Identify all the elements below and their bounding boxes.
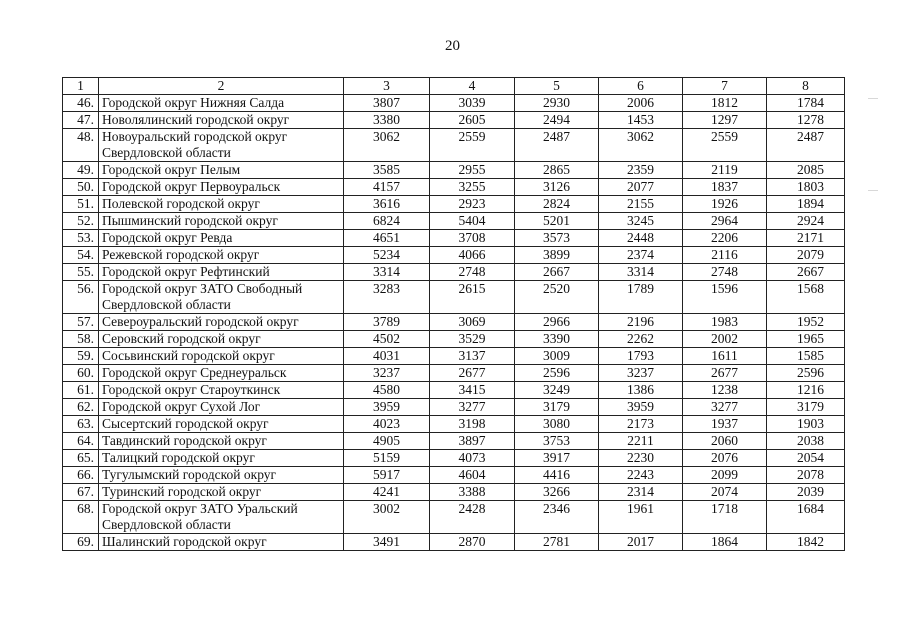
value-cell: 3062 bbox=[599, 129, 683, 162]
value-cell: 2074 bbox=[683, 484, 767, 501]
value-cell: 3069 bbox=[430, 314, 515, 331]
value-cell: 2930 bbox=[515, 95, 599, 112]
header-row bbox=[63, 78, 845, 95]
value-cell: 2099 bbox=[683, 467, 767, 484]
value-cell: 2596 bbox=[515, 365, 599, 382]
municipality-name: Туринский городской округ bbox=[99, 484, 344, 501]
value-cell: 3415 bbox=[430, 382, 515, 399]
value-cell: 2677 bbox=[430, 365, 515, 382]
row-number: 60. bbox=[63, 365, 99, 382]
value-cell: 4604 bbox=[430, 467, 515, 484]
municipality-name: Тавдинский городской округ bbox=[99, 433, 344, 450]
value-cell: 3266 bbox=[515, 484, 599, 501]
value-cell: 3314 bbox=[344, 264, 430, 281]
value-cell: 1937 bbox=[683, 416, 767, 433]
value-cell: 1453 bbox=[599, 112, 683, 129]
value-cell: 1278 bbox=[767, 112, 845, 129]
value-cell: 2346 bbox=[515, 501, 599, 534]
value-cell: 3237 bbox=[344, 365, 430, 382]
value-cell: 2748 bbox=[683, 264, 767, 281]
municipality-name: Тугулымский городской округ bbox=[99, 467, 344, 484]
municipality-name: Сосьвинский городской округ bbox=[99, 348, 344, 365]
value-cell: 6824 bbox=[344, 213, 430, 230]
value-cell: 3491 bbox=[344, 534, 430, 551]
value-cell: 3245 bbox=[599, 213, 683, 230]
value-cell: 3388 bbox=[430, 484, 515, 501]
value-cell: 1216 bbox=[767, 382, 845, 399]
value-cell: 2955 bbox=[430, 162, 515, 179]
row-number: 55. bbox=[63, 264, 99, 281]
value-cell: 2243 bbox=[599, 467, 683, 484]
value-cell: 2966 bbox=[515, 314, 599, 331]
table-row bbox=[63, 196, 845, 213]
column-header: 2 bbox=[99, 78, 344, 95]
value-cell: 4416 bbox=[515, 467, 599, 484]
value-cell: 3137 bbox=[430, 348, 515, 365]
value-cell: 2119 bbox=[683, 162, 767, 179]
value-cell: 1386 bbox=[599, 382, 683, 399]
row-number: 56. bbox=[63, 281, 99, 314]
value-cell: 2038 bbox=[767, 433, 845, 450]
table-row bbox=[63, 416, 845, 433]
value-cell: 1793 bbox=[599, 348, 683, 365]
row-number: 54. bbox=[63, 247, 99, 264]
value-cell: 2964 bbox=[683, 213, 767, 230]
value-cell: 4066 bbox=[430, 247, 515, 264]
value-cell: 1784 bbox=[767, 95, 845, 112]
value-cell: 3277 bbox=[683, 399, 767, 416]
value-cell: 3585 bbox=[344, 162, 430, 179]
row-number: 64. bbox=[63, 433, 99, 450]
column-header: 6 bbox=[599, 78, 683, 95]
value-cell: 1684 bbox=[767, 501, 845, 534]
value-cell: 4241 bbox=[344, 484, 430, 501]
table-row bbox=[63, 433, 845, 450]
value-cell: 1812 bbox=[683, 95, 767, 112]
municipality-name: Серовский городской округ bbox=[99, 331, 344, 348]
value-cell: 2196 bbox=[599, 314, 683, 331]
value-cell: 3009 bbox=[515, 348, 599, 365]
value-cell: 1926 bbox=[683, 196, 767, 213]
value-cell: 1596 bbox=[683, 281, 767, 314]
municipality-name: Североуральский городской округ bbox=[99, 314, 344, 331]
value-cell: 2448 bbox=[599, 230, 683, 247]
value-cell: 3899 bbox=[515, 247, 599, 264]
value-cell: 1842 bbox=[767, 534, 845, 551]
table-row bbox=[63, 501, 845, 534]
row-number: 62. bbox=[63, 399, 99, 416]
value-cell: 2494 bbox=[515, 112, 599, 129]
municipality-name: Городской округ Староуткинск bbox=[99, 382, 344, 399]
value-cell: 2078 bbox=[767, 467, 845, 484]
row-number: 61. bbox=[63, 382, 99, 399]
table-row bbox=[63, 399, 845, 416]
value-cell: 3179 bbox=[515, 399, 599, 416]
column-header: 4 bbox=[430, 78, 515, 95]
table-row bbox=[63, 162, 845, 179]
municipality-name: Пышминский городской округ bbox=[99, 213, 344, 230]
row-number: 52. bbox=[63, 213, 99, 230]
row-number: 58. bbox=[63, 331, 99, 348]
table-row bbox=[63, 365, 845, 382]
value-cell: 3283 bbox=[344, 281, 430, 314]
scan-mark bbox=[868, 98, 878, 99]
value-cell: 1297 bbox=[683, 112, 767, 129]
value-cell: 2605 bbox=[430, 112, 515, 129]
value-cell: 2171 bbox=[767, 230, 845, 247]
value-cell: 3789 bbox=[344, 314, 430, 331]
row-number: 65. bbox=[63, 450, 99, 467]
value-cell: 2076 bbox=[683, 450, 767, 467]
value-cell: 2924 bbox=[767, 213, 845, 230]
row-number: 49. bbox=[63, 162, 99, 179]
value-cell: 3249 bbox=[515, 382, 599, 399]
value-cell: 3080 bbox=[515, 416, 599, 433]
row-number: 57. bbox=[63, 314, 99, 331]
data-table bbox=[62, 77, 845, 551]
table-row bbox=[63, 348, 845, 365]
value-cell: 3380 bbox=[344, 112, 430, 129]
scan-mark bbox=[868, 190, 878, 191]
row-number: 48. bbox=[63, 129, 99, 162]
value-cell: 1894 bbox=[767, 196, 845, 213]
table-row bbox=[63, 484, 845, 501]
value-cell: 5917 bbox=[344, 467, 430, 484]
value-cell: 1837 bbox=[683, 179, 767, 196]
value-cell: 2428 bbox=[430, 501, 515, 534]
value-cell: 2314 bbox=[599, 484, 683, 501]
municipality-name: Режевской городской округ bbox=[99, 247, 344, 264]
value-cell: 5404 bbox=[430, 213, 515, 230]
value-cell: 3062 bbox=[344, 129, 430, 162]
value-cell: 1965 bbox=[767, 331, 845, 348]
value-cell: 2002 bbox=[683, 331, 767, 348]
municipality-name: Городской округ Ревда bbox=[99, 230, 344, 247]
value-cell: 2359 bbox=[599, 162, 683, 179]
table-row bbox=[63, 314, 845, 331]
value-cell: 2054 bbox=[767, 450, 845, 467]
municipality-name: Городской округ ЗАТО Уральский Свердловской области bbox=[99, 501, 344, 534]
value-cell: 2781 bbox=[515, 534, 599, 551]
table-row bbox=[63, 450, 845, 467]
value-cell: 4651 bbox=[344, 230, 430, 247]
value-cell: 3959 bbox=[599, 399, 683, 416]
table-body bbox=[63, 95, 845, 551]
value-cell: 2116 bbox=[683, 247, 767, 264]
column-header: 8 bbox=[767, 78, 845, 95]
value-cell: 2677 bbox=[683, 365, 767, 382]
value-cell: 3708 bbox=[430, 230, 515, 247]
municipality-name: Городской округ Пелым bbox=[99, 162, 344, 179]
row-number: 69. bbox=[63, 534, 99, 551]
value-cell: 1983 bbox=[683, 314, 767, 331]
table-row bbox=[63, 213, 845, 230]
value-cell: 1718 bbox=[683, 501, 767, 534]
value-cell: 2262 bbox=[599, 331, 683, 348]
value-cell: 3002 bbox=[344, 501, 430, 534]
value-cell: 2211 bbox=[599, 433, 683, 450]
value-cell: 2520 bbox=[515, 281, 599, 314]
value-cell: 3959 bbox=[344, 399, 430, 416]
value-cell: 2596 bbox=[767, 365, 845, 382]
row-number: 53. bbox=[63, 230, 99, 247]
row-number: 50. bbox=[63, 179, 99, 196]
value-cell: 2923 bbox=[430, 196, 515, 213]
value-cell: 3198 bbox=[430, 416, 515, 433]
municipality-name: Новолялинский городской округ bbox=[99, 112, 344, 129]
value-cell: 1238 bbox=[683, 382, 767, 399]
table-row bbox=[63, 382, 845, 399]
municipality-name: Городской округ Нижняя Салда bbox=[99, 95, 344, 112]
value-cell: 3126 bbox=[515, 179, 599, 196]
value-cell: 2487 bbox=[767, 129, 845, 162]
value-cell: 3039 bbox=[430, 95, 515, 112]
value-cell: 2870 bbox=[430, 534, 515, 551]
value-cell: 4905 bbox=[344, 433, 430, 450]
value-cell: 3807 bbox=[344, 95, 430, 112]
table-row bbox=[63, 281, 845, 314]
row-number: 67. bbox=[63, 484, 99, 501]
value-cell: 3237 bbox=[599, 365, 683, 382]
value-cell: 4031 bbox=[344, 348, 430, 365]
value-cell: 2173 bbox=[599, 416, 683, 433]
value-cell: 5201 bbox=[515, 213, 599, 230]
value-cell: 3255 bbox=[430, 179, 515, 196]
municipality-name: Полевской городской округ bbox=[99, 196, 344, 213]
value-cell: 3314 bbox=[599, 264, 683, 281]
table-row bbox=[63, 467, 845, 484]
value-cell: 4580 bbox=[344, 382, 430, 399]
value-cell: 2865 bbox=[515, 162, 599, 179]
municipality-name: Городской округ Сухой Лог bbox=[99, 399, 344, 416]
value-cell: 3917 bbox=[515, 450, 599, 467]
value-cell: 1952 bbox=[767, 314, 845, 331]
value-cell: 1961 bbox=[599, 501, 683, 534]
municipality-name: Городской округ Рефтинский bbox=[99, 264, 344, 281]
value-cell: 2206 bbox=[683, 230, 767, 247]
value-cell: 1789 bbox=[599, 281, 683, 314]
value-cell: 1611 bbox=[683, 348, 767, 365]
row-number: 68. bbox=[63, 501, 99, 534]
column-header: 5 bbox=[515, 78, 599, 95]
value-cell: 2667 bbox=[767, 264, 845, 281]
value-cell: 1585 bbox=[767, 348, 845, 365]
table-row bbox=[63, 331, 845, 348]
value-cell: 4073 bbox=[430, 450, 515, 467]
value-cell: 1864 bbox=[683, 534, 767, 551]
value-cell: 2559 bbox=[683, 129, 767, 162]
value-cell: 2039 bbox=[767, 484, 845, 501]
value-cell: 2824 bbox=[515, 196, 599, 213]
value-cell: 2085 bbox=[767, 162, 845, 179]
value-cell: 4502 bbox=[344, 331, 430, 348]
value-cell: 2155 bbox=[599, 196, 683, 213]
table-row bbox=[63, 129, 845, 162]
value-cell: 2748 bbox=[430, 264, 515, 281]
municipality-name: Талицкий городской округ bbox=[99, 450, 344, 467]
municipality-name: Городской округ Среднеуральск bbox=[99, 365, 344, 382]
municipality-name: Шалинский городской округ bbox=[99, 534, 344, 551]
value-cell: 3179 bbox=[767, 399, 845, 416]
value-cell: 2060 bbox=[683, 433, 767, 450]
value-cell: 5159 bbox=[344, 450, 430, 467]
row-number: 66. bbox=[63, 467, 99, 484]
value-cell: 2667 bbox=[515, 264, 599, 281]
row-number: 51. bbox=[63, 196, 99, 213]
table-row bbox=[63, 534, 845, 551]
value-cell: 1803 bbox=[767, 179, 845, 196]
column-header: 1 bbox=[63, 78, 99, 95]
table-row bbox=[63, 230, 845, 247]
municipality-name: Новоуральский городской округ Свердловской области bbox=[99, 129, 344, 162]
value-cell: 3753 bbox=[515, 433, 599, 450]
value-cell: 5234 bbox=[344, 247, 430, 264]
value-cell: 3529 bbox=[430, 331, 515, 348]
value-cell: 4157 bbox=[344, 179, 430, 196]
row-number: 59. bbox=[63, 348, 99, 365]
value-cell: 1568 bbox=[767, 281, 845, 314]
value-cell: 2374 bbox=[599, 247, 683, 264]
row-number: 63. bbox=[63, 416, 99, 433]
value-cell: 2017 bbox=[599, 534, 683, 551]
value-cell: 3390 bbox=[515, 331, 599, 348]
table-row bbox=[63, 247, 845, 264]
column-header: 3 bbox=[344, 78, 430, 95]
value-cell: 2230 bbox=[599, 450, 683, 467]
table-row bbox=[63, 264, 845, 281]
table-row bbox=[63, 112, 845, 129]
value-cell: 2487 bbox=[515, 129, 599, 162]
row-number: 47. bbox=[63, 112, 99, 129]
value-cell: 3573 bbox=[515, 230, 599, 247]
page-number: 20 bbox=[445, 38, 460, 54]
value-cell: 2006 bbox=[599, 95, 683, 112]
value-cell: 2077 bbox=[599, 179, 683, 196]
municipality-name: Городской округ Первоуральск bbox=[99, 179, 344, 196]
value-cell: 2079 bbox=[767, 247, 845, 264]
row-number: 46. bbox=[63, 95, 99, 112]
table-row bbox=[63, 179, 845, 196]
municipality-name: Сысертский городской округ bbox=[99, 416, 344, 433]
value-cell: 3277 bbox=[430, 399, 515, 416]
value-cell: 3897 bbox=[430, 433, 515, 450]
municipality-name: Городской округ ЗАТО Свободный Свердловской области bbox=[99, 281, 344, 314]
value-cell: 3616 bbox=[344, 196, 430, 213]
column-header: 7 bbox=[683, 78, 767, 95]
value-cell: 4023 bbox=[344, 416, 430, 433]
table-row bbox=[63, 95, 845, 112]
value-cell: 2615 bbox=[430, 281, 515, 314]
value-cell: 2559 bbox=[430, 129, 515, 162]
value-cell: 1903 bbox=[767, 416, 845, 433]
